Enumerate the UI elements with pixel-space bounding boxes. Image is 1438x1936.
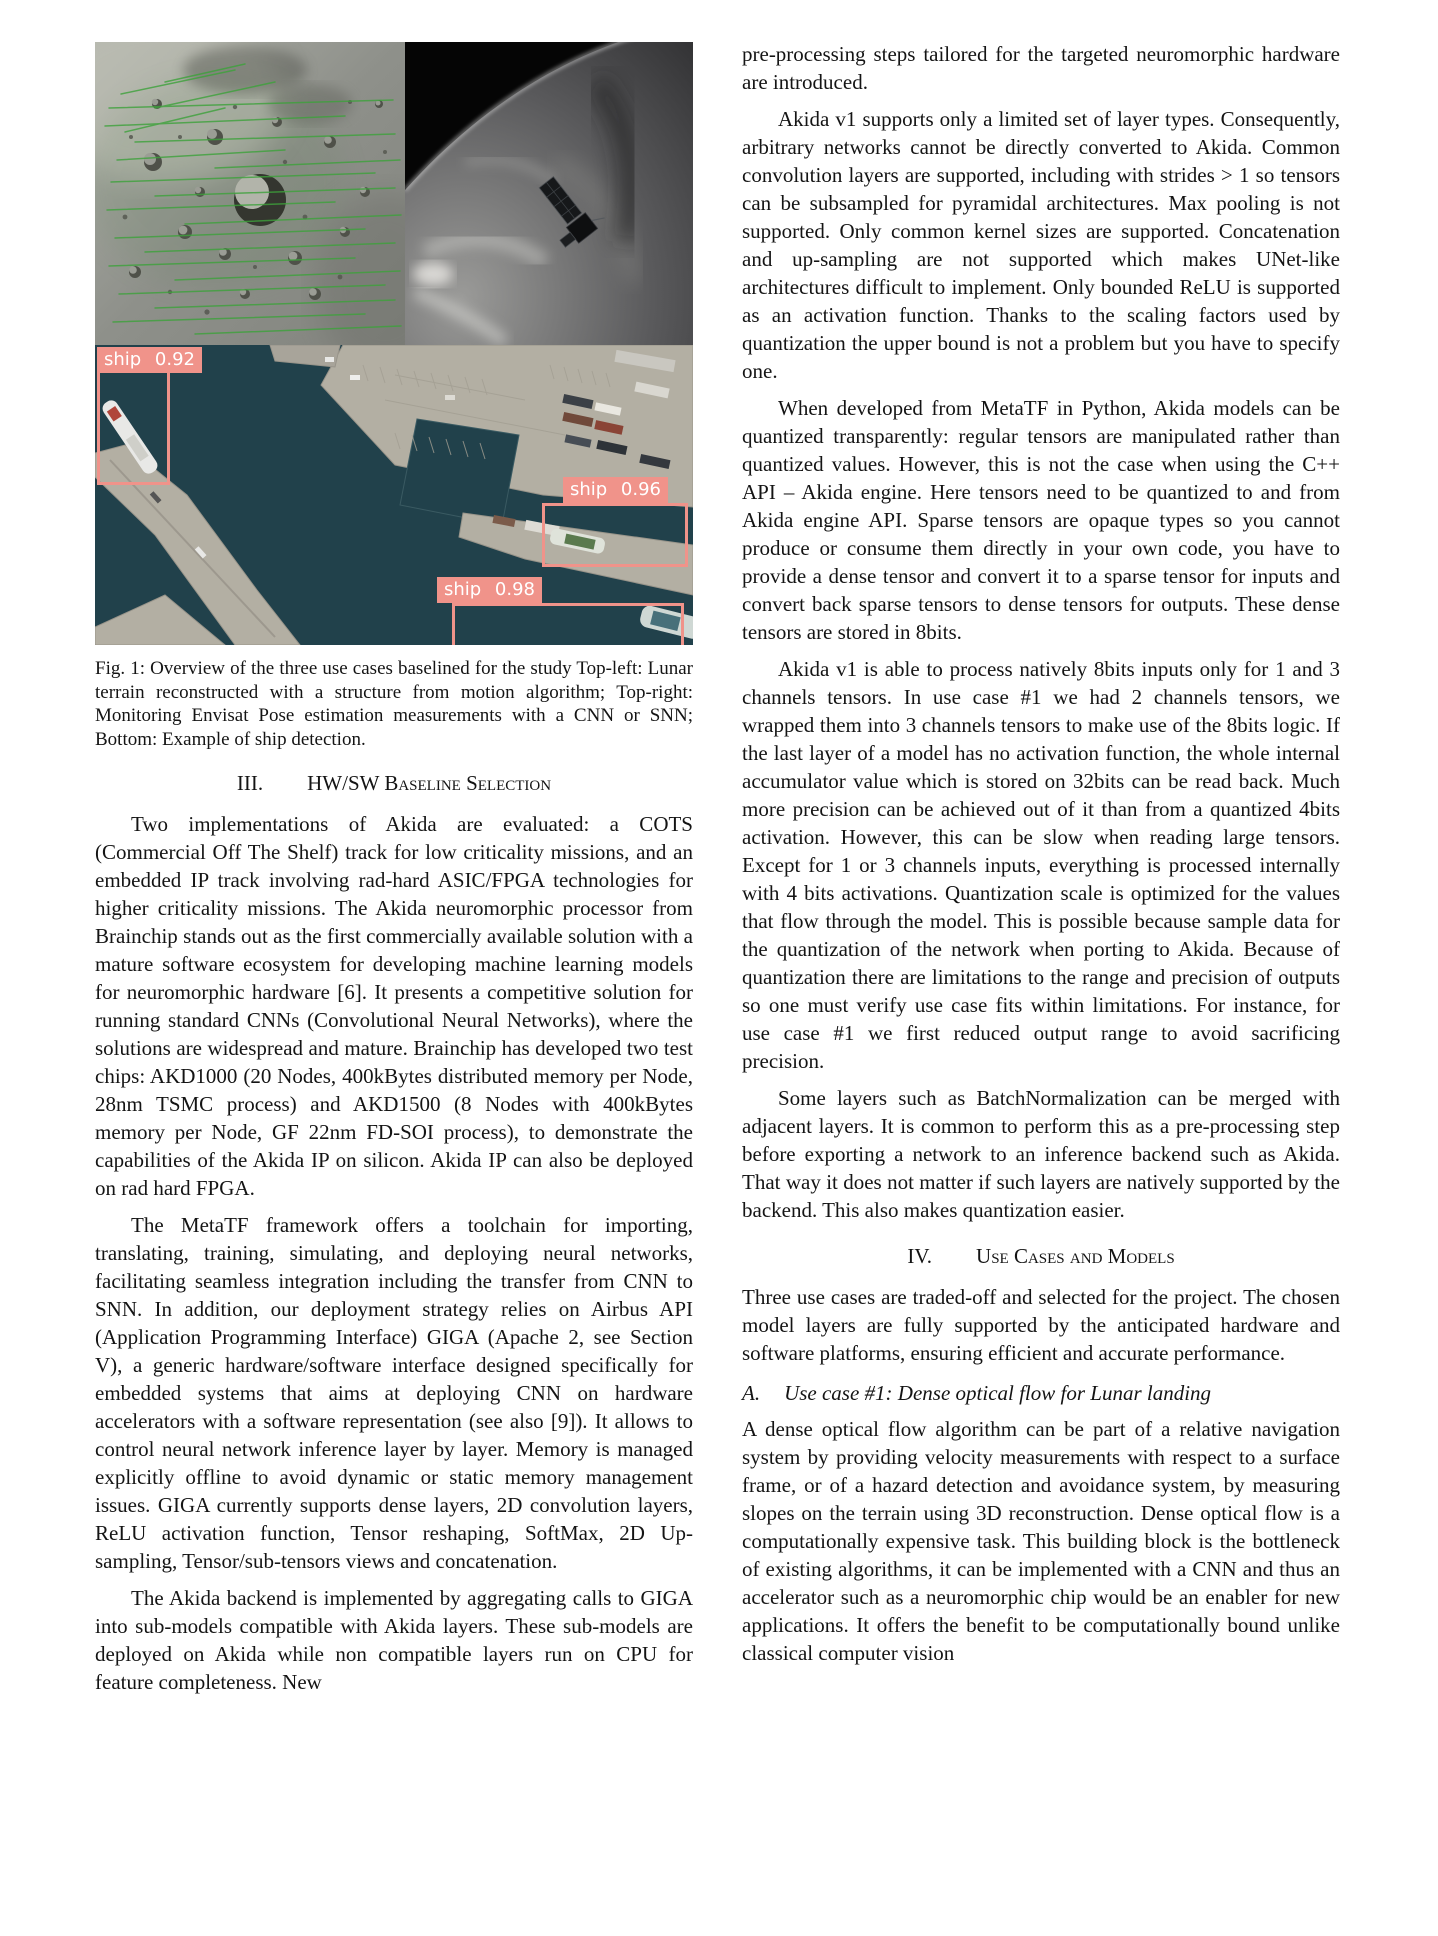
subsection-heading-a — [742, 1379, 1340, 1407]
detection-label-ship-098: ship 0.98 — [437, 577, 542, 603]
paragraph: Akida v1 is able to process natively 8bits inputs only for 1 and 3 channels tensors. In use case #1 we had 2 channels tensors, we wrapped them into 3 channels tensors to make use of the 8bits logic. If the last layer of a model has no activation function, the whole internal accumulator value which is stored on 32bits can be read back. Much more precision can be achieved out of it than from a quantized 4bits activation. However, this can be slow when reading large tensors. Except for 1 or 3 channels inputs, everything is processed internally with 4 bits activations. Quantization scale is optimized for the values that flow through the model. This is possible because sample data for the quantization of the network when porting to Akida. Because of quantization there are limitations to the range and precision of outputs so one must verify use case fits within limitations. For instance, for use case #1 we first reduced output range to avoid sacrificing precision. — [742, 657, 1340, 1073]
paragraph: Akida v1 supports only a limited set of layer types. Consequently, arbitrary networks cannot be directly converted to Akida. Common convolution layers are supported, including with strides > 1 so tensors can be subsampled for pyramidal architectures. Max pooling is not supported. Only common kernel sizes are supported. Concatenation and up-sampling are not supported which makes UNet-like architectures difficult to implement. Only bounded ReLU is supported as an activation function. Thanks to the scaling factors used by quantization the upper bound is not a problem but you have to specify one. — [742, 107, 1340, 383]
section-heading-3 — [95, 769, 693, 797]
paragraph: pre-processing steps tailored for the targeted neuromorphic hardware are introduced. — [742, 42, 1340, 94]
paragraph: Two implementations of Akida are evaluated: a COTS (Commercial Off The Shelf) track for low criticality missions, and an embedded IP track involving rad-hard ASIC/FPGA technologies for higher criticality missions. The Akida neuromorphic processor from Brainchip stands out as the first commercially available solution with a mature software ecosystem for developing machine learning models for neuromorphic hardware [6]. It presents a competitive solution for running standard CNNs (Convolutional Neural Networks), where the solutions are widespread and mature. Brainchip has developed two test chips: AKD1000 (20 Nodes, 400kBytes distributed memory per Node, 28nm TSMC process) and AKD1500 (8 Nodes with 400kBytes memory per Node, GF 22nm FD-SOI process), to demonstrate the capabilities of the Akida IP on silicon. Akida IP can also be deployed on rad hard FPGA. — [95, 812, 693, 1200]
subsection-title: Use case #1: Dense optical flow for Lunar landing — [784, 1381, 1212, 1405]
envisat-pose-image — [405, 42, 693, 345]
figure-top-row — [95, 42, 693, 345]
left-column — [95, 42, 693, 1705]
paragraph: The MetaTF framework offers a toolchain for importing, translating, training, simulating, and deploying neural networks, facilitating seamless integration including the transfer from CNN to SNN. In addition, our deployment strategy relies on Airbus API (Application Programming Interface) GIGA (Apache 2, see Section V), a generic hardware/software interface designed specifically for embedded systems that aims at deploying CNN on hardware accelerators with a software representation (see also [9]). It allows to control neural network inference layer by layer. Memory is managed explicitly offline to avoid dynamic or static memory management issues. GIGA currently supports dense layers, 2D convolution layers, ReLU activation function, Tensor reshaping, SoftMax, 2D Up-sampling, Tensor/sub-tensors views and concatenation. — [95, 1213, 693, 1573]
paragraph: A dense optical flow algorithm can be part of a relative navigation system by providing velocity measurements with respect to a surface frame, or of a hazard detection and avoidance system, by measuring slopes on the terrain using 3D reconstruction. Dense optical flow is a computationally expensive task. This building block is the bottleneck of existing algorithms, it can be implemented with a CNN and thus an accelerator such as a neuromorphic chip would be an enabler for new applications. It offers the benefit to be computationally bound unlike classical computer vision — [742, 1417, 1340, 1665]
section-number: III. — [236, 771, 264, 795]
section-number: IV. — [907, 1244, 933, 1268]
detection-box-ship-098 — [452, 603, 684, 645]
detection-label-ship-092: ship 0.92 — [97, 347, 202, 373]
ship-detection-image — [95, 345, 693, 645]
subsection-letter: A. — [742, 1381, 761, 1405]
paragraph: The Akida backend is implemented by aggregating calls to GIGA into sub-models compatible with Akida layers. These sub-models are deployed on Akida while non compatible layers run on CPU for feature completeness. New — [95, 1586, 693, 1694]
paragraph: Some layers such as BatchNormalization can be merged with adjacent layers. It is common to perform this as a pre-processing step before exporting a network to an inference backend such as Akida. That way it does not matter if such layers are natively supported by the backend. This also makes quantization easier. — [742, 1086, 1340, 1222]
detection-box-ship-092 — [97, 370, 170, 485]
detection-box-ship-096 — [542, 503, 688, 567]
right-column — [742, 40, 1340, 1676]
section-title: Use Cases and Models — [976, 1244, 1175, 1268]
paragraph: When developed from MetaTF in Python, Akida models can be quantized transparently: regular tensors are manipulated rather than quantized values. However, this is not the case when using the C++ API – Akida engine. Here tensors need to be quantized to and from Akida engine API. Sparse tensors are opaque types so you cannot produce or consume them directly in your own code, you have to provide a dense tensor and convert it to a sparse tensor for inputs and convert back sparse tensors to dense tensors for outputs. These dense tensors are stored in 8bits. — [742, 396, 1340, 644]
paragraph: Three use cases are traded-off and selected for the project. The chosen model layers are fully supported by the anticipated hardware and software platforms, ensuring efficient and accurate performance. — [742, 1285, 1340, 1365]
detection-label-ship-096: ship 0.96 — [563, 477, 668, 503]
figure-1 — [95, 42, 693, 645]
section-title: HW/SW Baseline Selection — [307, 771, 552, 795]
figure-caption: Fig. 1: Overview of the three use cases baselined for the study Top-left: Lunar terrain reconstructed with a structure from motion algorithm; Top-right: Monitoring Envisat Pose estimation measurements with a CNN or SNN; Bottom: Example of ship detection. — [95, 658, 693, 750]
section-heading-4 — [742, 1242, 1340, 1270]
lunar-terrain-image — [95, 42, 405, 345]
